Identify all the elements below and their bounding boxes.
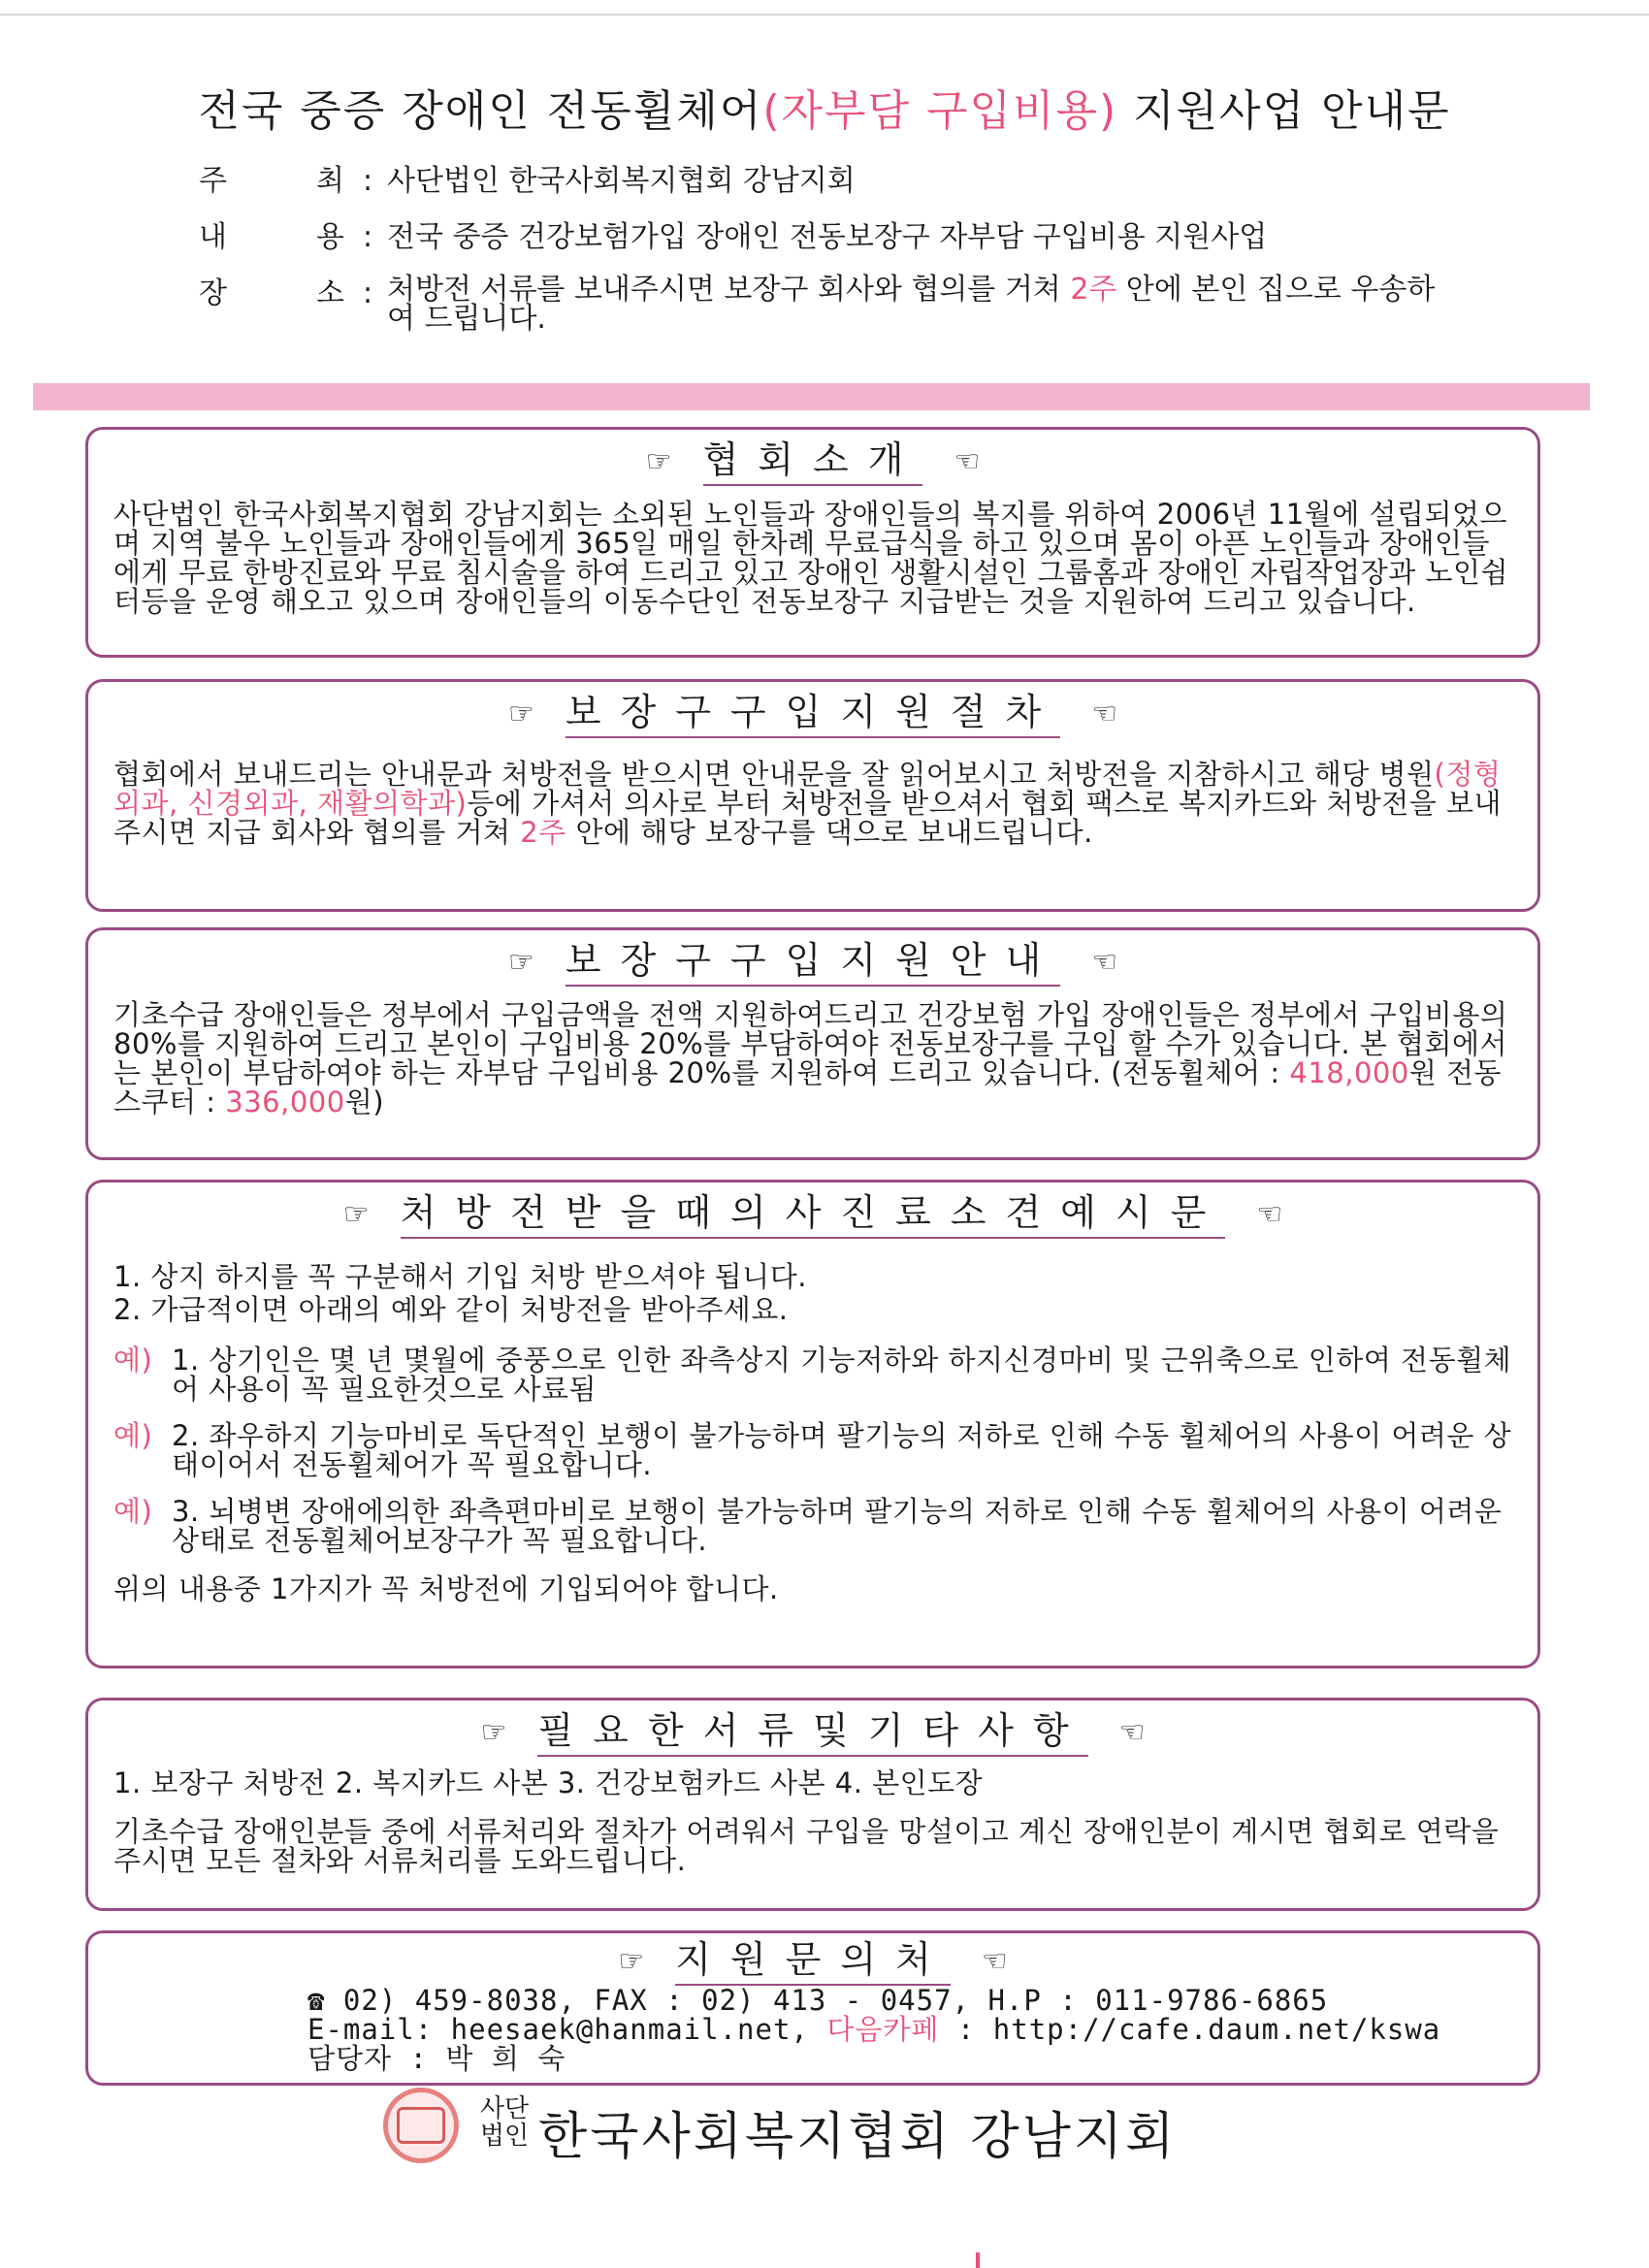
phone-line: ☎ 02) 459-8038, FAX : 02) 413 - 0457, H.P : 011-9786-6865 bbox=[307, 1984, 1329, 2017]
section-text bbox=[113, 1768, 1512, 1875]
section-title: 필요한서류및기타사항 bbox=[537, 1706, 1087, 1757]
section-text bbox=[113, 1262, 1512, 1604]
section-text: 사단법인 한국사회복지협회 강남지회는 소외된 노인들과 장애인들의 복지를 위하여 2006년 11월에 설립되었으며 지역 불우 노인들과 장애인들에게 365일 매일 한차례 무료급식을 하고 있으며 몸이 아픈 노인들과 장애인들에게 무료 한방진료와 무료 침시술을 하여 드리고 있고 장애인 생활시설인 그룹홈과 장애인 자립작업장과 노인쉼터등을 운영 해오고 있으며 장애인들의 이동수단인 전동보장구 지급받는 것을 지원하여 드리고 있습니다. bbox=[113, 498, 1508, 618]
section-title: 처방전받을때의사진료소견예시문 bbox=[401, 1188, 1226, 1239]
email-line: E-mail: heesaek@hanmail.net, 다음카페 : http://cafe.daum.net/kswa bbox=[307, 2013, 1441, 2046]
intro-section bbox=[85, 427, 1540, 658]
pointing-hand-left-icon: ☜ bbox=[1091, 697, 1118, 731]
title-text-end: 지원사업 안내문 bbox=[1117, 86, 1451, 136]
documents-section bbox=[85, 1698, 1540, 1911]
pointing-hand-right-icon: ☞ bbox=[507, 697, 534, 731]
section-heading bbox=[113, 1935, 1512, 1984]
example-item: 예) 1. 상기인은 몇 년 몇월에 중풍으로 인한 좌측상지 기능저하와 하지신경마비 및 근위축으로 인하여 전동휠체어 사용이 꼭 필요한것으로 사료됨 bbox=[113, 1344, 1512, 1406]
pointing-hand-right-icon: ☞ bbox=[645, 444, 672, 479]
section-title: 보장구구입지원안내 bbox=[566, 936, 1060, 987]
association-seal-icon bbox=[383, 2088, 459, 2163]
phone-icon: ☎ bbox=[307, 1984, 326, 2017]
section-text: 기초수급 장애인들은 정부에서 구입금액을 전액 지원하여드리고 건강보험 가입 장애인들은 정부에서 구입비용의 80%를 지원하여 드리고 본인이 구입비용 20%를 부담하여야 전동보장구를 구입 할 수가 있습니다. 본 협회에서는 본인이 부담하여야 하는 자부담 구입비용 20%를 지원하여 드리고 있습니다. (전동휠체어 : 418,000원 전동스쿠터 : 336,000원) bbox=[113, 998, 1508, 1118]
event-info bbox=[199, 163, 1460, 353]
section-heading bbox=[113, 936, 1512, 985]
pink-band bbox=[33, 383, 1590, 410]
info-label: 주 최 bbox=[199, 164, 344, 198]
manager-line: 담당자 : 박 희 숙 bbox=[307, 2042, 566, 2075]
support-section bbox=[85, 927, 1540, 1160]
section-title: 지원문의처 bbox=[675, 1935, 951, 1986]
info-value: 전국 중증 건강보험가입 장애인 전동보장구 자부담 구입비용 지원사업 bbox=[387, 220, 1268, 254]
section-title: 보장구구입지원절차 bbox=[566, 688, 1060, 738]
pointing-hand-left-icon: ☜ bbox=[954, 444, 981, 479]
section-heading bbox=[113, 1706, 1512, 1755]
info-value: 사단법인 한국사회복지협회 강남지회 bbox=[387, 164, 856, 198]
section-title: 협회소개 bbox=[703, 436, 923, 486]
pointing-hand-left-icon: ☜ bbox=[981, 1944, 1008, 1979]
pointing-hand-left-icon: ☜ bbox=[1256, 1197, 1283, 1232]
pointing-hand-right-icon: ☞ bbox=[342, 1197, 370, 1232]
info-row-content: 내 용 : 전국 중증 건강보험가입 장애인 전동보장구 자부담 구입비용 지원사업 bbox=[199, 219, 1460, 256]
org-name: 한국사회복지협회 강남지회 bbox=[538, 2108, 1178, 2166]
section-note: 위의 내용중 1가지가 꼭 처방전에 기입되어야 합니다. bbox=[113, 1572, 779, 1605]
section-heading bbox=[113, 688, 1512, 736]
title-text: 전국 중증 장애인 전동휠체어 bbox=[198, 86, 763, 136]
list-item: 2. 가급적이면 아래의 예와 같이 처방전을 받아주세요. bbox=[113, 1293, 789, 1326]
prescription-section bbox=[85, 1180, 1540, 1669]
cafe-link[interactable]: : http://cafe.daum.net/kswa bbox=[939, 2013, 1441, 2046]
info-value: 처방전 서류를 보내주시면 보장구 회사와 협의를 거쳐 2주 안에 본인 집으로 우송하여 드립니다. bbox=[387, 273, 1436, 336]
info-label: 내 용 bbox=[199, 220, 344, 254]
price-scooter: 336,000 bbox=[225, 1085, 345, 1118]
list-item: 1. 상지 하지를 꼭 구분해서 기입 처방 받으셔야 됩니다. bbox=[113, 1260, 807, 1293]
documents-list: 1. 보장구 처방전 2. 복지카드 사본 3. 건강보험카드 사본 4. 본인도장 bbox=[113, 1766, 984, 1799]
pointing-hand-left-icon: ☜ bbox=[1091, 945, 1118, 980]
example-item: 예) 2. 좌우하지 기능마비로 독단적인 보행이 불가능하며 팔기능의 저하로 인해 수동 휠체어의 사용이 어려운 상태이어서 전동휠체어가 꼭 필요합니다. bbox=[113, 1419, 1512, 1481]
page-mark bbox=[976, 2252, 980, 2268]
price-wheelchair: 418,000 bbox=[1289, 1056, 1409, 1089]
contact-info bbox=[113, 1986, 1512, 2073]
info-row-host: 주 최 : 사단법인 한국사회복지협회 강남지회 bbox=[199, 163, 1460, 200]
procedure-section bbox=[85, 679, 1540, 912]
org-type: 사단 법인 bbox=[479, 2094, 530, 2151]
section-text: 협회에서 보내드리는 안내문과 처방전을 받으시면 안내문을 잘 읽어보시고 처방전을 지참하시고 해당 병원(정형외과, 신경외과, 재활의학과)등에 가셔서 의사로 부터 처방전을 받으셔서 협회 팩스로 복지카드와 처방전을 보내주시면 지급 회사와 협의를 거쳐 2주 안에 해당 보장구를 댁으로 보내드립니다. bbox=[113, 758, 1503, 849]
contact-section bbox=[85, 1930, 1540, 2086]
example-item: 예) 3. 뇌병변 장애에의한 좌측편마비로 보행이 불가능하며 팔기능의 저하로 인해 수동 휠체어의 사용이 어려운 상태로 전동휠체어보장구가 꼭 필요합니다. bbox=[113, 1495, 1503, 1557]
section-heading bbox=[113, 436, 1512, 484]
pointing-hand-right-icon: ☞ bbox=[480, 1715, 507, 1750]
top-rule bbox=[0, 14, 1649, 16]
pointing-hand-right-icon: ☞ bbox=[507, 945, 534, 980]
pointing-hand-right-icon: ☞ bbox=[618, 1944, 645, 1979]
section-heading bbox=[113, 1188, 1512, 1237]
info-row-place: 장 소 : 처방전 서류를 보내주시면 보장구 회사와 협의를 거쳐 2주 안에 본인 집으로 우송하여 드립니다. bbox=[199, 275, 1460, 334]
page-title bbox=[0, 76, 1649, 138]
title-highlight: (자부담 구입비용) bbox=[762, 86, 1118, 136]
email-link[interactable]: E-mail: heesaek@hanmail.net, bbox=[307, 2013, 827, 2046]
documents-note: 기초수급 장애인분들 중에 서류처리와 절차가 어려워서 구입을 망설이고 계신 장애인분이 계시면 협회로 연락을 주시면 모든 절차와 서류처리를 도와드립니다. bbox=[113, 1815, 1500, 1877]
pointing-hand-left-icon: ☜ bbox=[1118, 1715, 1146, 1750]
info-label: 장 소 bbox=[199, 276, 344, 310]
